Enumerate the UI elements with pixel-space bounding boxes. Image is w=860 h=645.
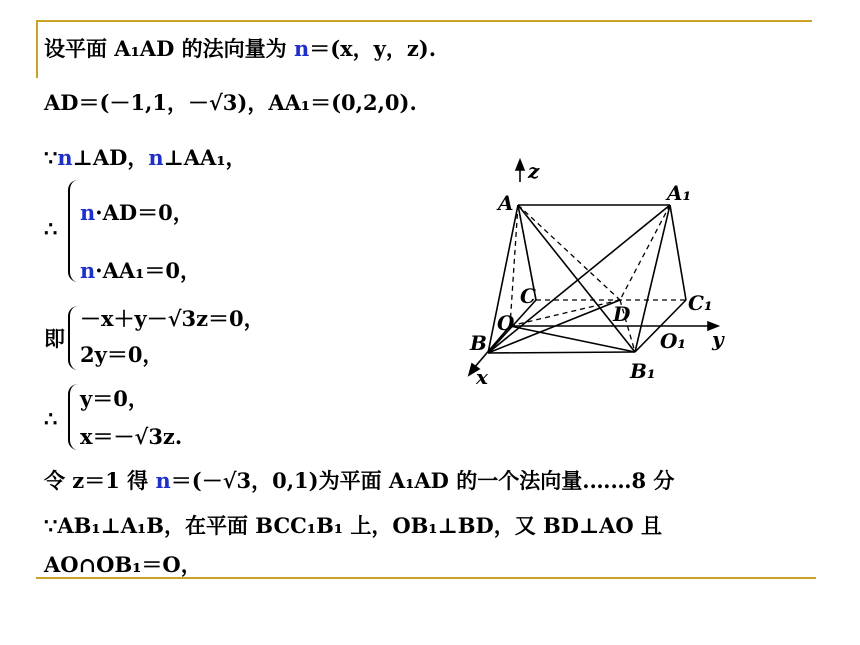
vector-n: n (148, 145, 164, 170)
because-symbol: ∵ (44, 145, 58, 170)
vector-n: n (293, 36, 310, 61)
frame-left-rule (36, 20, 38, 78)
text-line-last (44, 552, 202, 578)
equation-system-1 (44, 178, 344, 288)
line2-text: AD＝(－1,1，－√3)，AA₁＝(0,2,0). (44, 90, 417, 115)
vector-n: n (80, 200, 96, 225)
equation-1b-text: ·AA₁＝0， (95, 258, 201, 283)
equation-system-3 (44, 382, 344, 452)
text-line-1 (44, 36, 436, 62)
therefore-symbol: ∴ (44, 216, 58, 241)
last-text: AO∩OB₁＝O， (44, 552, 202, 577)
text-line-2 (44, 90, 417, 116)
vector-n: n (57, 145, 73, 170)
label-B1: B₁ (630, 359, 656, 383)
equation-1a-text: ·AD＝0， (95, 200, 194, 225)
z-axis-arrow (516, 160, 524, 170)
since-text: ∵AB₁⊥A₁B，在平面 BCC₁B₁ 上，OB₁⊥BD，又 BD⊥AO 且 (44, 513, 663, 538)
equation-1a (80, 200, 194, 226)
label-O1: O₁ (660, 329, 687, 353)
edge-A1-C1 (670, 205, 686, 300)
line3-text-c: ⊥AA₁， (163, 145, 247, 170)
equation-system-2 (44, 304, 344, 374)
label-x: x (476, 365, 488, 389)
let-text-b: ＝(－√3，0,1)为平面 A₁AD 的一个法向量.……8 分 (170, 468, 675, 493)
edge-B-B1 (488, 352, 635, 353)
label-B: B (470, 331, 487, 355)
therefore-symbol: ∴ (44, 406, 58, 431)
equation-1b (80, 258, 201, 284)
equation-2b: 2y＝0， (80, 342, 164, 367)
line3-text-b: ⊥AD， (72, 145, 149, 170)
ji-label: 即 (44, 326, 65, 351)
edge-A1-B (488, 205, 670, 353)
equation-3b: x＝－√3z. (80, 424, 183, 449)
label-C1: C₁ (688, 291, 713, 315)
line1-text: 设平面 A₁AD 的法向量为 (44, 36, 294, 61)
label-y: y (712, 327, 724, 351)
vector-n: n (80, 258, 96, 283)
line1-text-b: ＝(x，y，z). (309, 36, 437, 61)
label-C: C (520, 284, 536, 308)
label-A: A (498, 191, 514, 215)
left-brace (68, 306, 78, 370)
label-O: O (497, 311, 515, 335)
equation-3a: y＝0， (80, 386, 149, 411)
left-brace (68, 384, 78, 450)
frame-bottom-rule (36, 577, 816, 579)
let-text: 令 z＝1 得 (44, 468, 156, 493)
text-line-3 (44, 145, 247, 171)
edge-A-B1 (518, 205, 635, 352)
equation-2a: －x＋y－√3z＝0， (80, 306, 265, 331)
vector-n: n (155, 468, 171, 493)
text-line-since (44, 513, 662, 539)
geometry-figure (460, 150, 750, 390)
dashed-A1-D (620, 205, 670, 300)
label-A1: A₁ (667, 181, 692, 205)
label-D: D (613, 302, 631, 326)
edge-O-B1 (510, 326, 635, 352)
text-line-let (44, 468, 674, 494)
left-brace (68, 180, 78, 282)
label-z: z (528, 159, 540, 183)
frame-top-rule (36, 20, 812, 22)
